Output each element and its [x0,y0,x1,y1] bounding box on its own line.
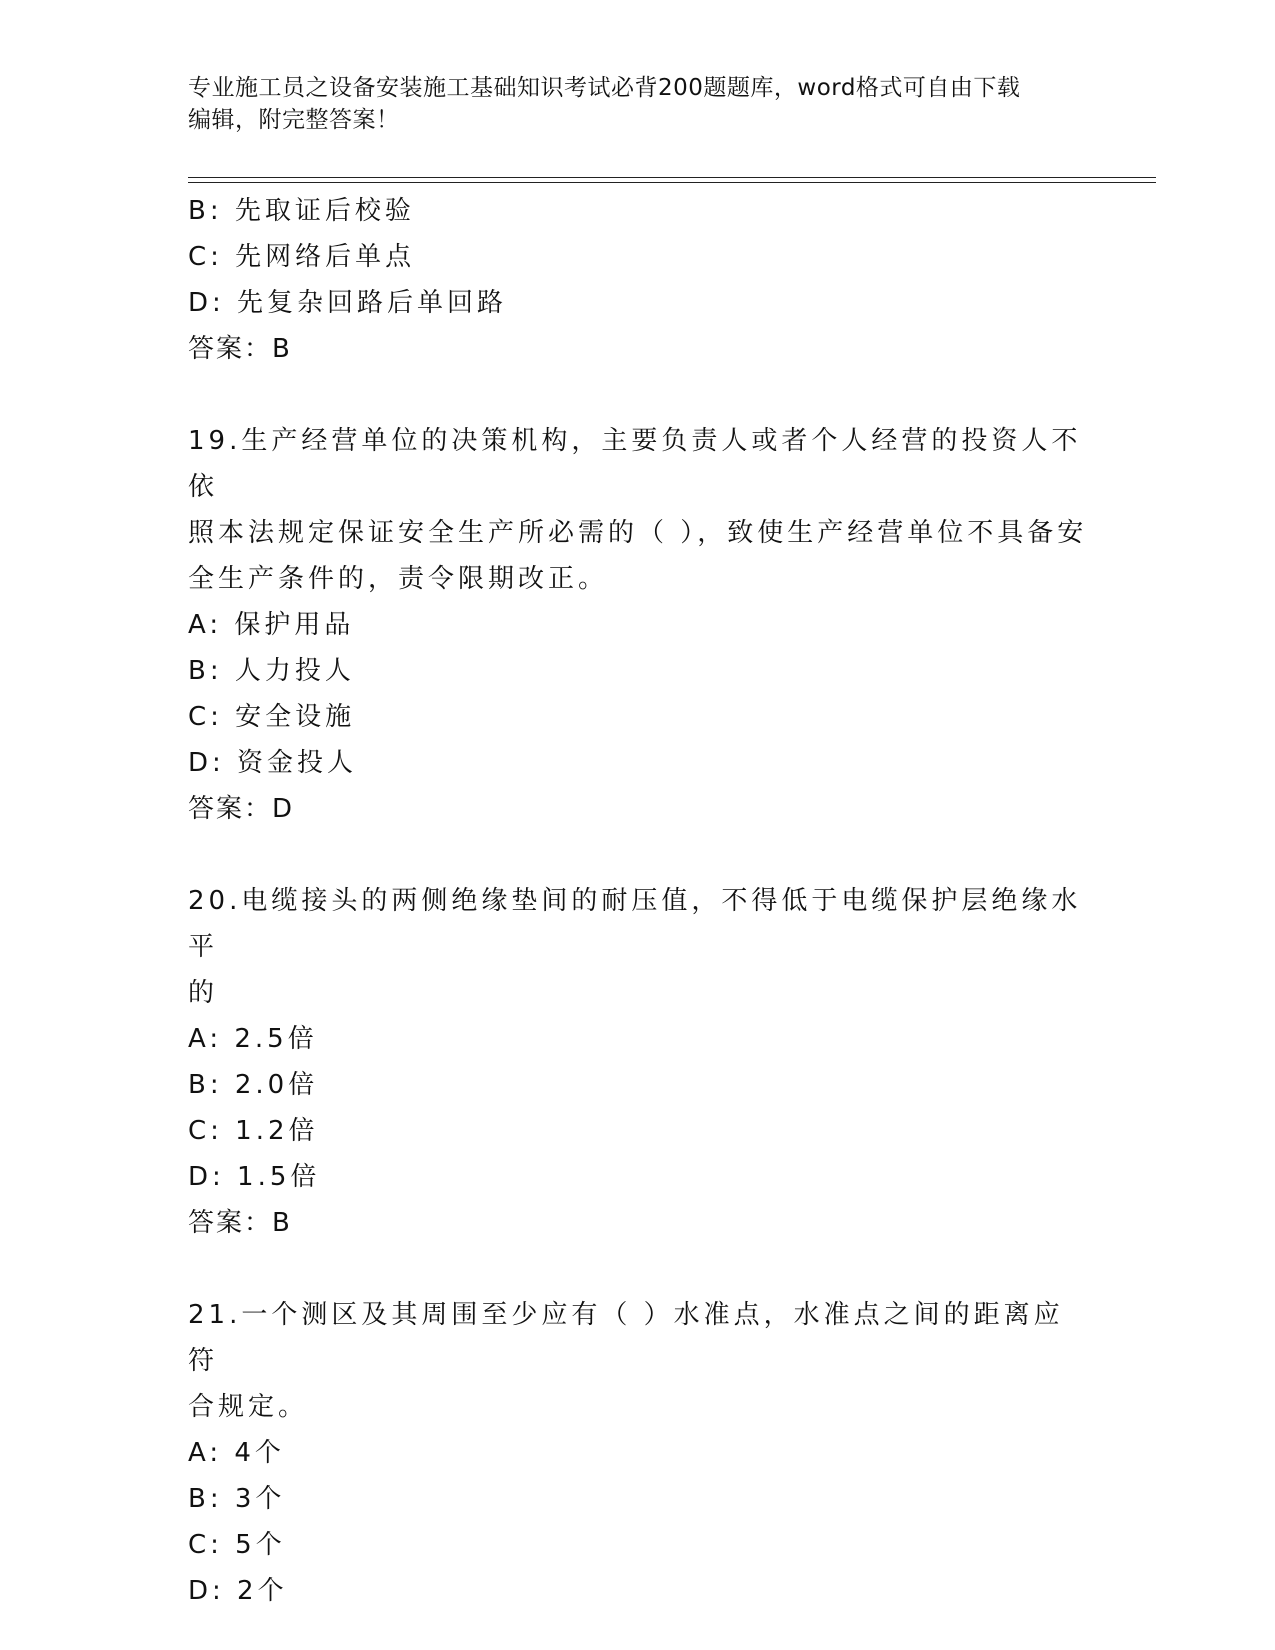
spacer [188,832,1088,878]
question-stem-line: 19.生产经营单位的决策机构，主要负责人或者个人经营的投资人不依 [188,426,1082,502]
option-a: A: 2.5倍 [188,1024,318,1054]
option-a: A: 4个 [188,1438,285,1468]
question-stem-line: 的 [188,978,219,1008]
answer-line: 答案：B [188,1208,292,1238]
answer-line: 答案：B [188,334,292,364]
question-stem-line: 全生产条件的，责令限期改正。 [188,564,609,594]
question-stem-line: 20.电缆接头的两侧绝缘垫间的耐压值，不得低于电缆保护层绝缘水平 [188,886,1082,962]
spacer [188,372,1088,418]
header-divider-bottom [188,182,1156,183]
option-c: C: 1.2倍 [188,1116,319,1146]
option-d: D: 2个 [188,1576,288,1606]
option-d: D: 1.5倍 [188,1162,321,1192]
question-stem-line: 合规定。 [188,1392,309,1422]
document-header [188,72,1088,136]
option-a: A: 保护用品 [188,610,355,640]
option-c: C: 先网络后单点 [188,242,416,272]
question-21 [188,1292,1088,1614]
option-b: B: 2.0倍 [188,1070,319,1100]
answer-line: 答案：D [188,794,295,824]
option-d: D: 资金投人 [188,748,358,778]
header-line-1: 专业施工员之设备安装施工基础知识考试必背200题题库，word格式可自由下载 [188,75,1021,101]
question-19 [188,418,1088,832]
question-18-continued [188,188,1088,372]
option-c: C: 安全设施 [188,702,356,732]
question-stem-line: 21.一个测区及其周围至少应有（ ）水准点，水准点之间的距离应符 [188,1300,1064,1376]
header-divider-top [188,177,1156,178]
option-b: B: 先取证后校验 [188,196,415,226]
option-d: D: 先复杂回路后单回路 [188,288,508,318]
option-b: B: 人力投人 [188,656,355,686]
document-body [188,188,1088,1614]
question-stem-line: 照本法规定保证安全生产所必需的（ ），致使生产经营单位不具备安 [188,518,1088,548]
option-c: C: 5个 [188,1530,286,1560]
header-line-2: 编辑，附完整答案！ [188,107,400,133]
option-b: B: 3个 [188,1484,286,1514]
question-20 [188,878,1088,1246]
spacer [188,1246,1088,1292]
